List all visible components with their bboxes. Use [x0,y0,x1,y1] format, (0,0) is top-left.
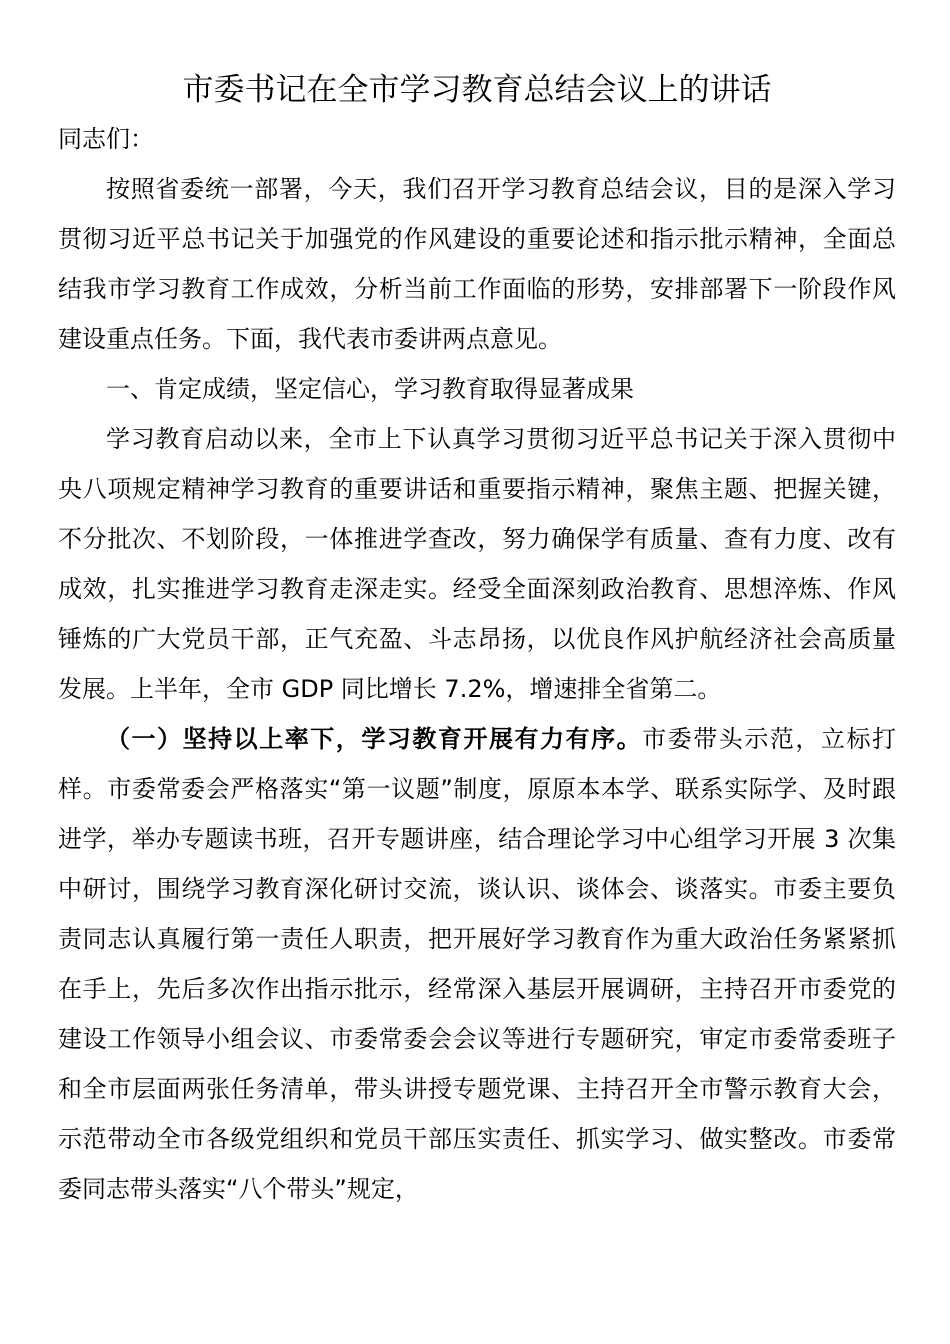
salutation: 同志们： [58,125,154,153]
subsection-1-body: 市委带头示范，立标打样。市委常委会严格落实“第一议题”制度，原原本本学、联系实际学、及时跟进学，举办专题读书班，召开专题讲座，结合理论学习中心组学习开展 3 次集中研讨，围绕学习教育深化研讨交流，谈认识、谈体会、谈落实。市委主要负责同志认真履行第一责任人职责，把开展好学习教育作为重大政治任务紧紧抓在手上，先后多次作出指示批示，经常深入基层开展调研，主持召开市委党的建设工作领导小组会议、市委常委会会议等进行专题研究，审定市委常委班子和全市层面两张任务清单，带头讲授专题党课、主持召开全市警示教育大会，示范带动全市各级党组织和党员干部压实责任、抓实学习、做实整改。市委常委同志带头落实“八个带头”规定， [58,725,897,1203]
section-1-heading: 一、肯定成绩，坚定信心，学习教育取得显著成果 [106,375,634,403]
subsection-1-paragraph [58,714,896,1214]
subsection-1-lead: （一）坚持以上率下，学习教育开展有力有序。 [106,725,643,753]
section-1-paragraph: 学习教育启动以来，全市上下认真学习贯彻习近平总书记关于深入贯彻中央八项规定精神学习教育的重要讲话和重要指示精神，聚焦主题、把握关键，不分批次、不划阶段，一体推进学查改，努力确保学有质量、查有力度、改有成效，扎实推进学习教育走深走实。经受全面深刻政治教育、思想淬炼、作风锤炼的广大党员干部，正气充盈、斗志昂扬，以优良作风护航经济社会高质量发展。上半年，全市 GDP 同比增长 7.2%，增速排全省第二。 [58,425,896,703]
intro-paragraph: 按照省委统一部署，今天，我们召开学习教育总结会议，目的是深入学习贯彻习近平总书记关于加强党的作风建设的重要论述和指示批示精神，全面总结我市学习教育工作成效，分析当前工作面临的形势，安排部署下一阶段作风建设重点任务。下面，我代表市委讲两点意见。 [58,175,896,353]
document-page [58,66,896,1214]
document-title: 市委书记在全市学习教育总结会议上的讲话 [182,72,772,108]
